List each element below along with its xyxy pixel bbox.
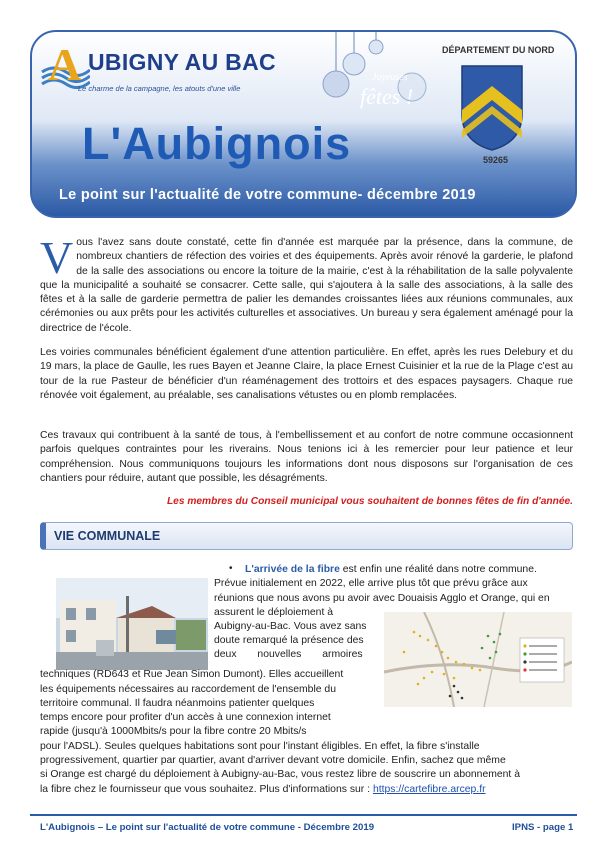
- fiber-line-4: assurent le déploiement à: [214, 607, 333, 618]
- arcep-link[interactable]: https://cartefibre.arcep.fr: [372, 784, 486, 795]
- bullet-icon: •: [229, 563, 233, 574]
- department-label: DÉPARTEMENT DU NORD: [442, 45, 555, 55]
- fiber-line-11: temps encore pour profiter d'un accès à une connexion internet: [40, 712, 331, 723]
- postcode: 59265: [483, 155, 509, 165]
- footer-title: L'Aubignois – Le point sur l'actualité de votre commune - Décembre 2019: [40, 822, 375, 833]
- fiber-line-7: deux nouvelles armoires: [214, 649, 363, 660]
- greeting-big: fêtes !: [360, 84, 414, 109]
- intro-text-1: ous l'avez sans doute constaté, cette fin d'année est marquée par la présence, dans la commune, de nombreux chantiers de réfection des voiries et des équipements. Après avoir rénové la garderie, le plafond de la salle des associations ou encore la toiture de la mairie, c'est à la réhabilitation de la salle polyvalente que la municipalité a souhaité se consacrer. Cette salle, qui s'ajoutera à la salle des associations, à la salle des fêtes et à la salle de garderie permettra de palier les demandes croissantes liées aux réunions communales, aux cérémonies ou aux prêts pour les activités culturelles et associatives. Un bureau y sera également aménagé pour la directrice de l'école.: [40, 237, 573, 334]
- page-subtitle: Le point sur l'actualité de votre commune- décembre 2019: [59, 187, 476, 203]
- coat-of-arms-icon: [460, 64, 524, 152]
- fiber-line-13: pour l'ADSL). Seules quelques habitations sont pour l'instant éligibles. En effet, la fibre s'installe: [40, 741, 480, 752]
- page-title: L'Aubignois: [82, 118, 352, 169]
- logo-letter: A: [48, 39, 82, 90]
- fiber-line-1: [245, 563, 537, 577]
- tagline: Le charme de la campagne, les atouts d'une ville: [78, 84, 241, 93]
- intro-paragraph-1: [40, 232, 573, 336]
- fiber-line-6: doute remarqué la présence des: [214, 635, 364, 646]
- fiber-line-5: Aubigny-au-Bac. Vous avez sans: [214, 621, 367, 632]
- fiber-line-3: réunions que nous avons pu avoir avec Douaisis Agglo et Orange, qui en: [214, 593, 550, 604]
- intro-paragraph-3: Ces travaux qui contribuent à la santé de tous, à l'embellissement et au confort de notre commune occasionnent parfois quelques contraintes pour les riverains. Nous tenions ici à les remercier pour leur patience et leur compréhension. Nous communiquons toujours les informations dont nous disposons sur l'organisation de ces chantiers pour réduire, autant que possible, les désagréments.: [40, 430, 573, 484]
- town-name: UBIGNY AU BAC: [88, 49, 276, 75]
- section-title: VIE COMMUNALE: [54, 529, 161, 543]
- fiber-line-16: [40, 783, 486, 797]
- christmas-baubles-icon: [314, 32, 434, 122]
- fiber-text-1: est enfin une réalité dans notre commune.: [342, 564, 537, 575]
- fiber-heading: L'arrivée de la fibre: [245, 564, 340, 575]
- fiber-line-9: les équipements nécessaires au raccordement de l'ensemble du: [40, 684, 336, 695]
- fiber-line-15: si Orange est chargé du déploiement à Aubigny-au-Bac, vous restez libre de souscrire un abonnement à: [40, 769, 520, 780]
- fiber-line-12: rapide (jusqu'à 1000Mbits/s pour la fibre contre 20 Mbits/s: [40, 726, 307, 737]
- fiber-line-14: progressivement, quartier par quartier, avant d'arriver devant votre domicile. Enfin, sachez que même: [40, 755, 506, 766]
- fiber-line-10: territoire communal. Il faudra néanmoins patienter quelques: [40, 698, 315, 709]
- street-photo: [56, 578, 208, 670]
- council-signature: Les membres du Conseil municipal vous souhaitent de bonnes fêtes de fin d'année.: [166, 496, 573, 507]
- fiber-text-16: la fibre chez le fournisseur que vous souhaitez. Plus d'informations sur :: [40, 784, 371, 795]
- footer-divider: [30, 814, 577, 816]
- section-header: [40, 522, 573, 550]
- greeting-small: Joyeuses: [372, 72, 408, 83]
- fiber-line-8: techniques (RD643 et Rue Jean Simon Dumont). Elles accueillent: [40, 669, 344, 680]
- dropcap: V: [40, 232, 74, 283]
- fiber-map: [384, 612, 572, 707]
- intro-paragraph-2: Les voiries communales bénéficient également d'une attention particulière. En effet, après les rues Delebury et du 19 mars, la place de Gaulle, les rues Bayen et Jeanne Claire, la place Ernest Cuisinier et la rue de la Plage c'est au tour de la rue Pasteur de bénéficier d'un réaménagement des trottoirs et des espaces paysagers. Chaque rue rénovée voit également, au préalable, ses canalisations vétustes ou en plomb remplacées.: [40, 347, 573, 401]
- fiber-line-2: Prévue initialement en 2022, elle arrive plus tôt que prévu grâce aux: [214, 578, 528, 589]
- header-banner: [30, 30, 577, 218]
- footer-page: IPNS - page 1: [512, 822, 574, 833]
